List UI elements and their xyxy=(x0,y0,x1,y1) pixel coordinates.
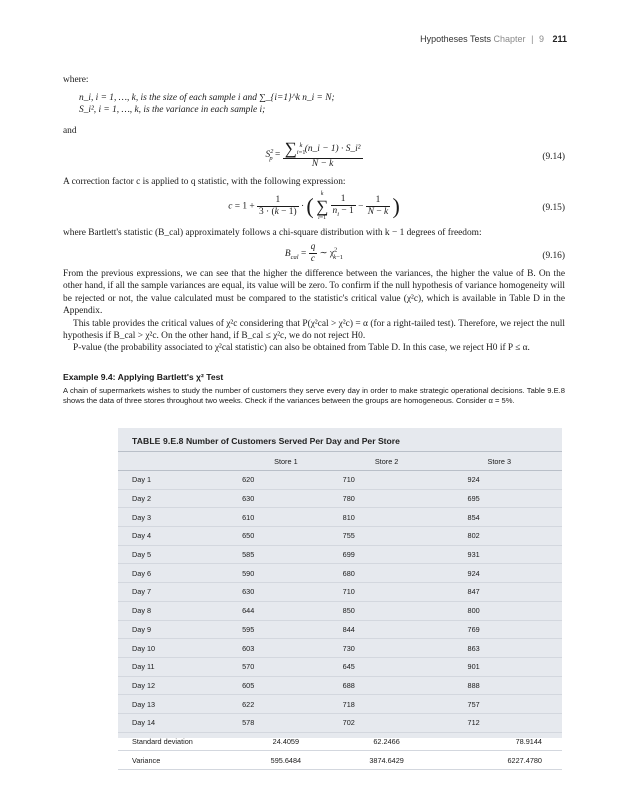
definition-1: n_i, i = 1, …, k, is the size of each sample i and ∑_{i=1}^k n_i = N; xyxy=(79,93,335,103)
table-cell: 585 xyxy=(236,545,337,564)
equation-9-15 xyxy=(63,190,565,226)
table-cell: 769 xyxy=(438,620,562,639)
table-cell: 931 xyxy=(438,545,562,564)
table-cell: 630 xyxy=(236,583,337,602)
table-cell: 780 xyxy=(337,489,438,508)
table-cell: 620 xyxy=(236,471,337,490)
chapter-label: Chapter xyxy=(493,34,526,44)
table-cell: 757 xyxy=(438,695,562,714)
table-cell: 622 xyxy=(236,695,337,714)
table-cell: 610 xyxy=(236,508,337,527)
separator: | xyxy=(531,34,534,44)
table-caption: Number of Customers Served Per Day and Per Store xyxy=(185,436,400,446)
where-label xyxy=(63,74,565,86)
section-title: Hypotheses Tests xyxy=(420,34,492,44)
eq-914-denominator: N − k xyxy=(311,159,334,169)
row-label: Day 11 xyxy=(118,657,236,676)
sum-symbol: k ∑ i=1 xyxy=(316,191,329,221)
table-cell: 680 xyxy=(337,564,438,583)
example-text: A chain of supermarkets wishes to study the number of customers they serve every day in order to make strategic operational decisions. Table 9.E.8 shows the data of three stores throughout two weeks. Check if the variances between the groups are homogeneous. Consider α = 5%. xyxy=(63,386,565,406)
eq-914-numerator: (n_i − 1) · S_i² xyxy=(304,144,361,155)
table-cell: 710 xyxy=(337,583,438,602)
row-label: Day 4 xyxy=(118,527,236,546)
row-label: Day 10 xyxy=(118,639,236,658)
column-header xyxy=(118,452,236,471)
table-row xyxy=(118,695,562,714)
correction-text: A correction factor c is applied to q statistic, with the following expression: xyxy=(63,177,346,187)
definition-2: S_i², i = 1, …, k, is the variance in each sample i; xyxy=(79,105,266,116)
row-label: Day 6 xyxy=(118,564,236,583)
table-label: TABLE 9.E.8 xyxy=(132,436,184,446)
table-cell: 62.2466 xyxy=(337,732,438,751)
table-cell: 24.4059 xyxy=(236,732,337,751)
equation-9-15-formula: c = 1 + $\frac{1}{3 \cdot (k - 1)}$ · ( k ∑ i=1 $\frac{1}{n_i - 1}$ − $\frac{1}{N - k}$ ) xyxy=(228,191,400,221)
row-label: Day 1 xyxy=(118,471,236,490)
row-label: Day 12 xyxy=(118,676,236,695)
table-cell: 650 xyxy=(236,527,337,546)
eq-lhs: S xyxy=(265,150,271,161)
table-cell: 755 xyxy=(337,527,438,546)
example-box xyxy=(63,372,565,407)
chapter-number: 9 xyxy=(538,34,544,44)
row-label: Day 7 xyxy=(118,583,236,602)
main-paragraphs xyxy=(63,268,565,355)
table-cell: 810 xyxy=(337,508,438,527)
paragraph-2: This table provides the critical values of χ²c considering that P(χ²cal > χ²c) = α (for a right-tailed test). Therefore, we reject the null hypothesis if B_cal > χ²c. On the other hand, if B_cal ≤ χ²c, we do not reject H0. xyxy=(63,318,565,342)
table-row xyxy=(118,751,562,770)
table-cell: 850 xyxy=(337,601,438,620)
equation-number: (9.15) xyxy=(542,203,565,213)
eq-914-fraction: ∑ $_{i=1}^k$ (n_i − 1) · S_i² N − k xyxy=(284,139,361,169)
row-label: Standard deviation xyxy=(118,732,236,751)
table-title xyxy=(132,436,400,446)
and-label xyxy=(63,125,565,137)
customers-table xyxy=(118,451,562,770)
table-cell: 730 xyxy=(337,639,438,658)
table-cell: 595.6484 xyxy=(236,751,337,770)
row-label: Day 9 xyxy=(118,620,236,639)
table-cell: 605 xyxy=(236,676,337,695)
table-cell: 888 xyxy=(438,676,562,695)
column-header: Store 3 xyxy=(438,452,562,471)
table-cell: 854 xyxy=(438,508,562,527)
row-label: Day 13 xyxy=(118,695,236,714)
table-row xyxy=(118,732,562,751)
table-cell: 924 xyxy=(438,564,562,583)
paragraph-3: P-value (the probability associated to χ²cal statistic) can also be obtained from Table D. In this case, we reject H0 if P ≤ α. xyxy=(73,343,530,354)
table-cell: 695 xyxy=(438,489,562,508)
table-row xyxy=(118,713,562,732)
table-row xyxy=(118,639,562,658)
eq-915-fraction-a: $\frac{1}{3 \cdot (k - 1)}$ xyxy=(259,195,297,217)
equation-9-16 xyxy=(63,242,565,270)
table-cell: 802 xyxy=(438,527,562,546)
column-header: Store 1 xyxy=(236,452,337,471)
eq-915-fraction-b: $\frac{1}{n_i - 1}$ xyxy=(332,193,354,218)
bartlett-paragraph xyxy=(63,227,565,239)
table-cell: 847 xyxy=(438,583,562,602)
table-row xyxy=(118,489,562,508)
eq-916-fraction: $\frac{q}{c}$ xyxy=(310,242,316,264)
page-number: 211 xyxy=(552,34,567,44)
row-label: Day 14 xyxy=(118,713,236,732)
table-row xyxy=(118,657,562,676)
table-row xyxy=(118,527,562,546)
table-cell: 688 xyxy=(337,676,438,695)
equation-9-14-formula: $S^2_p$ = ∑ $_{i=1}^k$ (n_i − 1) · S_i² N − k xyxy=(265,139,361,169)
table-cell: 863 xyxy=(438,639,562,658)
table-cell: 578 xyxy=(236,713,337,732)
table-row xyxy=(118,583,562,602)
table-cell: 844 xyxy=(337,620,438,639)
table-cell: 78.9144 xyxy=(438,732,562,751)
and-text: and xyxy=(63,126,77,136)
table-cell: 570 xyxy=(236,657,337,676)
table-cell: 702 xyxy=(337,713,438,732)
table-cell: 699 xyxy=(337,545,438,564)
table-cell: 710 xyxy=(337,471,438,490)
table-row xyxy=(118,676,562,695)
table-cell: 712 xyxy=(438,713,562,732)
table-cell: 630 xyxy=(236,489,337,508)
bartlett-text: where Bartlett's statistic (B_cal) approximately follows a chi-square distribution with k − 1 degrees of freedom: xyxy=(63,228,482,238)
table-cell: 800 xyxy=(438,601,562,620)
table-row xyxy=(118,601,562,620)
equation-number: (9.14) xyxy=(542,152,565,162)
row-label: Day 3 xyxy=(118,508,236,527)
table-row xyxy=(118,508,562,527)
table-cell: 924 xyxy=(438,471,562,490)
table-cell: 3874.6429 xyxy=(337,751,438,770)
definitions xyxy=(79,92,559,117)
where-text: where: xyxy=(63,75,89,85)
table-row xyxy=(118,620,562,639)
data-table-panel xyxy=(118,428,562,765)
sum-symbol: ∑ xyxy=(284,139,297,159)
running-head xyxy=(420,34,567,44)
table-cell: 6227.4780 xyxy=(438,751,562,770)
table-cell: 718 xyxy=(337,695,438,714)
table-header-row xyxy=(118,452,562,471)
row-label: Variance xyxy=(118,751,236,770)
table-cell: 644 xyxy=(236,601,337,620)
column-header: Store 2 xyxy=(337,452,438,471)
example-title: Example 9.4: Applying Bartlett's χ² Test xyxy=(63,372,224,382)
table-row xyxy=(118,545,562,564)
table-cell: 590 xyxy=(236,564,337,583)
correction-paragraph xyxy=(63,176,565,188)
equation-number: (9.16) xyxy=(542,251,565,261)
paragraph-1: From the previous expressions, we can see that the higher the difference between the variances, the higher the value of B. On the other hand, if all the sample variances are equal, its value will be zero. To confirm if the null hypothesis of variance homogeneity will be rejected or not, the value calculated must be compared to the statistic's critical value (χ²c), which is available in Table D in the Appendix. xyxy=(63,269,565,317)
eq-915-fraction-c: $\frac{1}{N - k}$ xyxy=(367,195,389,217)
equation-9-14 xyxy=(63,140,565,174)
table-row xyxy=(118,471,562,490)
row-label: Day 8 xyxy=(118,601,236,620)
equation-9-16-formula: $B_{cal}$ = $\frac{q}{c}$ ∼ $\chi^2_{k-1}$ xyxy=(284,242,344,264)
table-cell: 595 xyxy=(236,620,337,639)
table-row xyxy=(118,564,562,583)
row-label: Day 5 xyxy=(118,545,236,564)
table-cell: 603 xyxy=(236,639,337,658)
row-label: Day 2 xyxy=(118,489,236,508)
table-cell: 901 xyxy=(438,657,562,676)
table-cell: 645 xyxy=(337,657,438,676)
